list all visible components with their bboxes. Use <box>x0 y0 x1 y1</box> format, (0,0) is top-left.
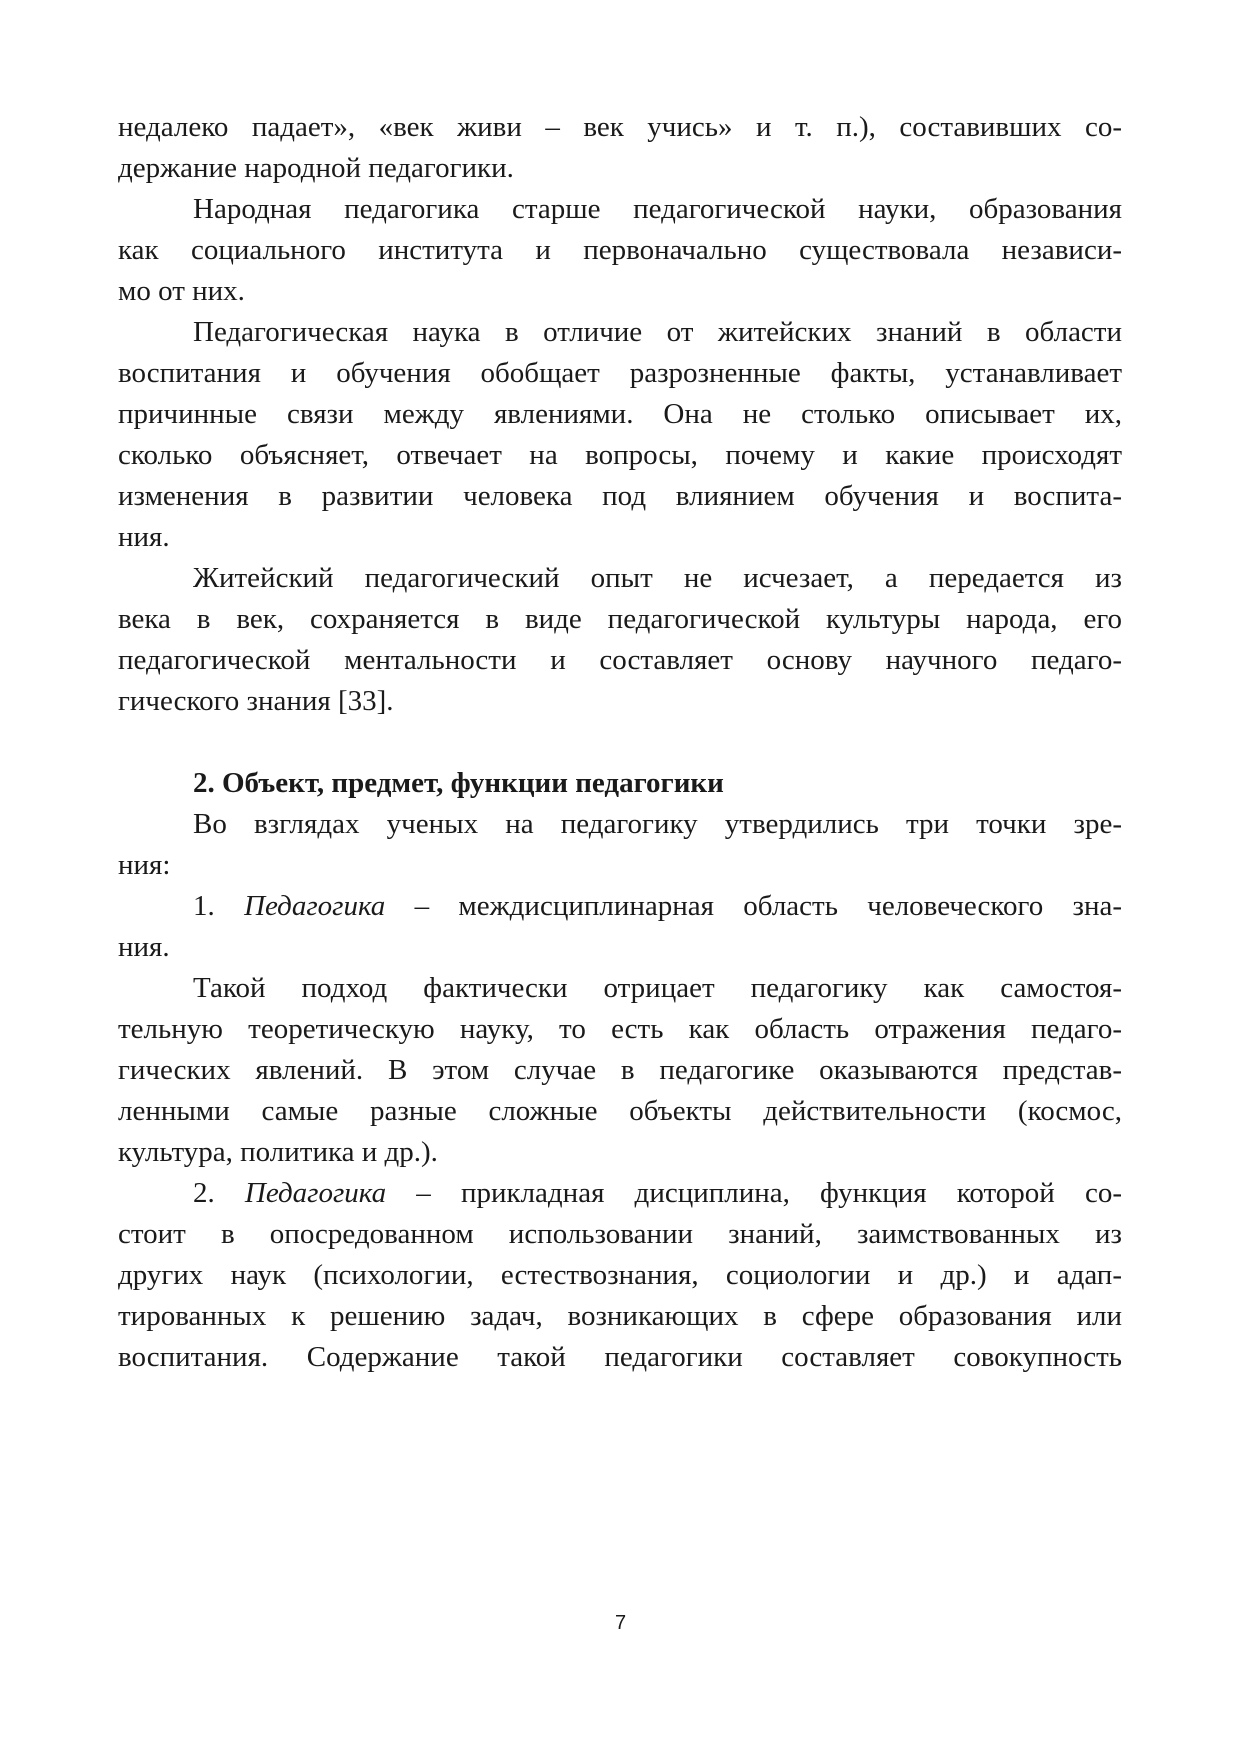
text-line: Педагогическая наука в отличие от житейских знаний в области <box>193 316 1122 348</box>
text-line: Народная педагогика старше педагогической науки, образования <box>193 193 1122 225</box>
text-line: века в век, сохраняется в виде педагогической культуры народа, его <box>118 603 1122 635</box>
text-line: как социального института и первоначально существовала независи- <box>118 234 1122 266</box>
text-line: педагогической ментальности и составляет основу научного педаго- <box>118 644 1122 676</box>
line-prefix: 2. <box>193 1177 245 1209</box>
text-line: изменения в развитии человека под влиянием обучения и воспита- <box>118 480 1122 512</box>
text-line: культура, политика и др.). <box>118 1136 438 1168</box>
text-line: ния. <box>118 521 170 553</box>
line-prefix: 1. <box>193 890 245 922</box>
text-line: ния. <box>118 931 170 963</box>
text-line <box>118 886 1122 927</box>
text-line: стоит в опосредованном использовании знаний, заимствованных из <box>118 1218 1122 1250</box>
text-line: ленными самые разные сложные объекты действительности (космос, <box>118 1095 1122 1127</box>
text-line: Житейский педагогический опыт не исчезает, а передается из <box>193 562 1122 594</box>
text-line: мо от них. <box>118 275 245 307</box>
page-number: 7 <box>614 1612 627 1634</box>
text-line: воспитания. Содержание такой педагогики составляет совокупность <box>118 1341 1122 1373</box>
text-line: Во взглядах ученых на педагогику утвердились три точки зре- <box>193 808 1122 840</box>
text-line: держание народной педагогики. <box>118 152 514 184</box>
text-line: тированных к решению задач, возникающих в сфере образования или <box>118 1300 1122 1332</box>
text-line: сколько объясняет, отвечает на вопросы, почему и какие происходят <box>118 439 1122 471</box>
italic-term: Педагогика <box>244 1177 387 1209</box>
text-line: других наук (психологии, естествознания, социологии и др.) и адап- <box>118 1259 1122 1291</box>
italic-term: Педагогика <box>244 890 386 922</box>
line-suffix: – прикладная дисциплина, функция которой со- <box>386 1177 1122 1209</box>
page-body <box>118 107 1122 1378</box>
text-line: гических явлений. В этом случае в педагогике оказываются представ- <box>118 1054 1122 1086</box>
text-line: гического знания [33]. <box>118 685 394 717</box>
text-line: тельную теоретическую науку, то есть как область отражения педаго- <box>118 1013 1122 1045</box>
text-line: ния: <box>118 849 171 881</box>
text-line: Такой подход фактически отрицает педагогику как самостоя- <box>193 972 1122 1004</box>
blank-line <box>118 722 1122 763</box>
text-line: недалеко падает», «век живи – век учись» и т. п.), составивших со- <box>118 111 1122 143</box>
text-line: причинные связи между явлениями. Она не столько описывает их, <box>118 398 1122 430</box>
text-line: воспитания и обучения обобщает разрозненные факты, устанавливает <box>118 357 1122 389</box>
line-suffix: – междисциплинарная область человеческого зна- <box>385 890 1122 922</box>
text-line <box>118 1173 1122 1214</box>
section-heading: 2. Объект, предмет, функции педагогики <box>193 767 724 799</box>
